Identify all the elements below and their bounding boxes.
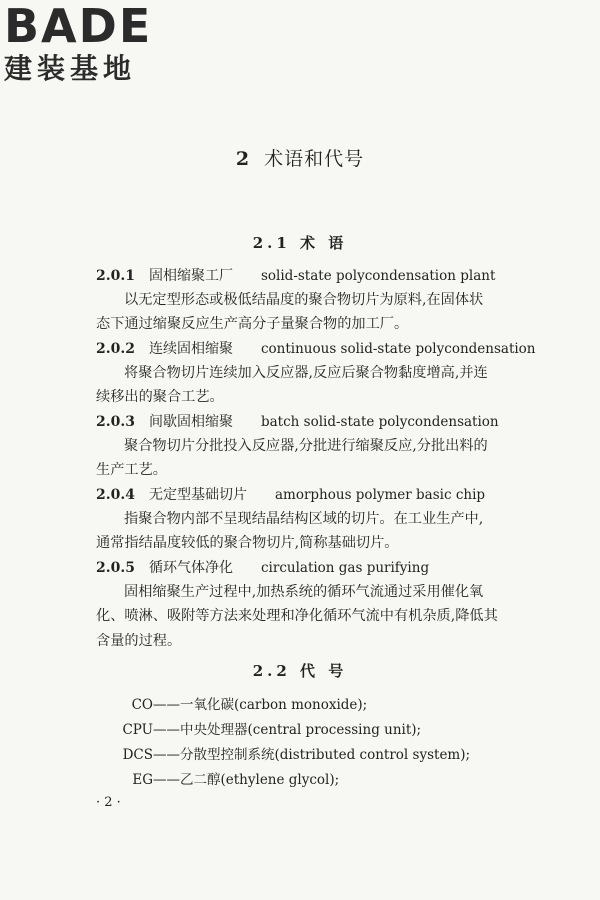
section-heading-terms: 2.1 术 语 <box>252 234 348 252</box>
term-definition <box>96 507 526 556</box>
code-abbr: EG <box>132 772 153 788</box>
definition-line: 将聚合物切片连续加入反应器,反应后聚合物黏度增高,并连 <box>124 365 488 381</box>
code-entry <box>0 743 470 763</box>
term-number: 2.0.1 <box>96 268 135 284</box>
term-chinese: 循环气体净化 <box>148 560 233 576</box>
term-chinese: 连续固相缩聚 <box>148 341 233 357</box>
logo-mark: BADE <box>4 0 153 53</box>
term-number: 2.0.2 <box>96 341 135 357</box>
section-heading-codes: 2.2 代 号 <box>252 662 348 680</box>
code-entry <box>0 768 339 788</box>
term-heading <box>96 338 536 358</box>
code-abbr: CPU <box>122 722 153 738</box>
definition-line: 化、喷淋、吸附等方法来处理和净化循环气流中有机杂质,降低其 <box>96 608 498 625</box>
term-definition <box>96 288 526 337</box>
code-entry <box>0 693 367 713</box>
term-heading <box>96 484 485 504</box>
definition-line: 固相缩聚生产过程中,加热系统的循环气流通过采用催化氧 <box>124 584 484 600</box>
code-abbr: CO <box>131 697 153 713</box>
chapter-title: 术语和代号 <box>264 148 365 170</box>
logo-subtitle: 建装基地 <box>4 52 137 85</box>
definition-line: 态下通过缩聚反应生产高分子量聚合物的加工厂。 <box>96 316 409 333</box>
term-heading <box>96 411 499 431</box>
code-desc: ——乙二醇(ethylene glycol); <box>153 772 340 788</box>
term-english: amorphous polymer basic chip <box>274 487 486 503</box>
term-heading <box>96 265 495 285</box>
page-number: · 2 · <box>96 795 121 810</box>
term-chinese: 间歇固相缩聚 <box>148 414 233 430</box>
code-desc: ——分散型控制系统(distributed control system); <box>153 747 471 763</box>
code-desc: ——中央处理器(central processing unit); <box>153 722 422 738</box>
definition-line: 续移出的聚合工艺。 <box>96 389 224 406</box>
term-heading <box>96 557 429 577</box>
term-number: 2.0.3 <box>96 414 135 430</box>
term-english: batch solid-state polycondensation <box>260 414 499 430</box>
term-english: continuous solid-state polycondensation <box>260 341 536 357</box>
definition-line: 通常指结晶度较低的聚合物切片,简称基础切片。 <box>96 535 399 552</box>
code-entry <box>0 718 421 738</box>
definition-line: 以无定型形态或极低结晶度的聚合物切片为原料,在固体状 <box>124 292 484 308</box>
term-number: 2.0.5 <box>96 560 135 576</box>
code-desc: ——一氧化碳(carbon monoxide); <box>153 697 368 713</box>
definition-line: 指聚合物内部不呈现结晶结构区域的切片。在工业生产中, <box>124 511 484 527</box>
term-chinese: 无定型基础切片 <box>148 487 247 503</box>
definition-line: 含量的过程。 <box>96 632 182 649</box>
definition-line: 聚合物切片分批投入反应器,分批进行缩聚反应,分批出料的 <box>124 438 488 454</box>
term-definition <box>96 434 526 483</box>
code-abbr: DCS <box>122 747 153 763</box>
definition-line: 生产工艺。 <box>96 462 167 479</box>
term-definition <box>96 361 526 410</box>
term-english: solid-state polycondensation plant <box>260 268 496 284</box>
chapter-number: 2 <box>235 148 251 170</box>
term-definition <box>96 580 526 653</box>
bade-logo <box>4 2 152 86</box>
term-chinese: 固相缩聚工厂 <box>148 268 233 284</box>
term-number: 2.0.4 <box>96 487 135 503</box>
term-english: circulation gas purifying <box>260 560 430 576</box>
chapter-heading <box>0 144 600 171</box>
